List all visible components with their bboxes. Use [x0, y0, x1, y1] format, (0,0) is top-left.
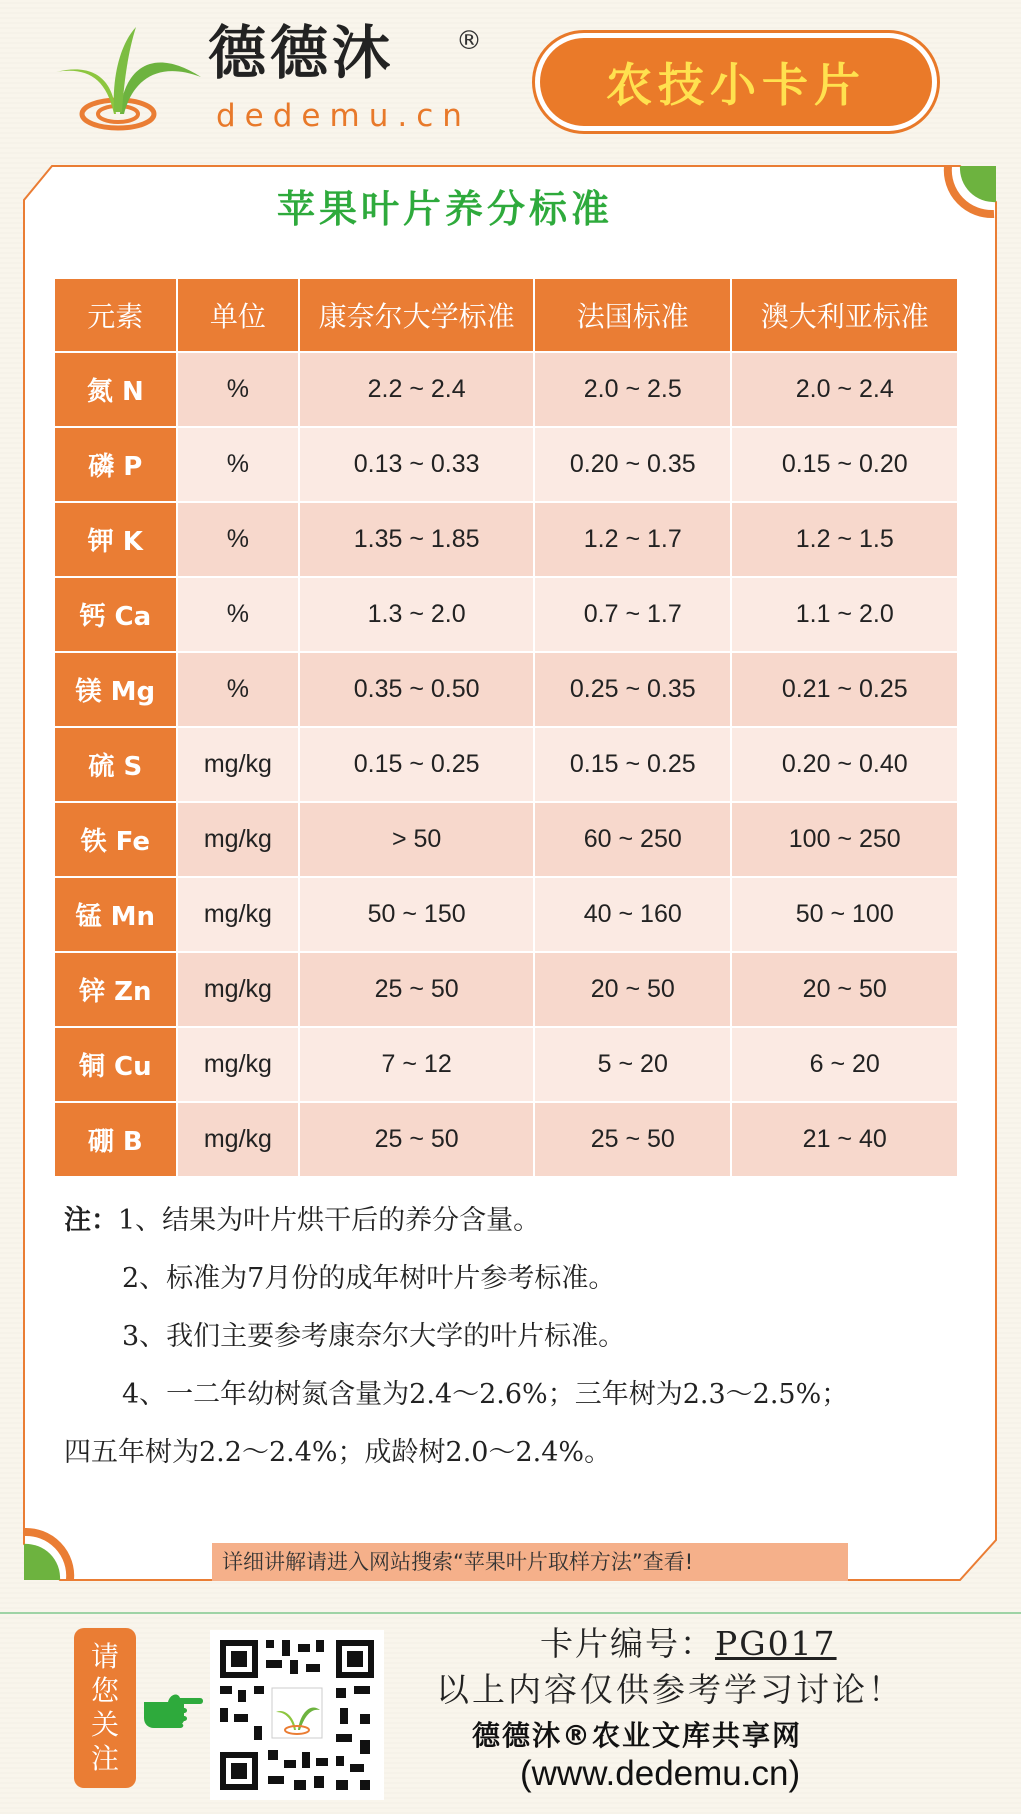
table-row — [54, 427, 958, 502]
disclaimer: 以上内容仅供参考学习讨论！ — [436, 1670, 904, 1709]
follow-char: 注 — [90, 1742, 119, 1775]
footer-url[interactable]: (www.dedemu.cn) — [520, 1754, 801, 1793]
table-row — [54, 1027, 958, 1102]
header-cornell: 康奈尔大学标准 — [299, 278, 534, 352]
follow-char: 您 — [90, 1674, 119, 1707]
cell-element: 铁 Fe — [54, 802, 177, 877]
badge-label: 农技小卡片 — [540, 38, 932, 126]
cell-element: 锌 Zn — [54, 952, 177, 1027]
cell-france: 60 ~ 250 — [534, 802, 731, 877]
header-australia: 澳大利亚标准 — [731, 278, 958, 352]
follow-us-label — [74, 1628, 136, 1788]
card-number-code: PG017 — [715, 1624, 837, 1663]
note-1-text: 1、结果为叶片烘干后的养分含量。 — [118, 1205, 541, 1236]
cell-france: 1.2 ~ 1.7 — [534, 502, 731, 577]
table-header-row — [54, 278, 958, 352]
cell-element: 镁 Mg — [54, 652, 177, 727]
cell-element: 钾 K — [54, 502, 177, 577]
cell-cornell: 0.15 ~ 0.25 — [299, 727, 534, 802]
note-3: 3、我们主要参考康奈尔大学的叶片标准。 — [122, 1321, 626, 1352]
cell-france: 0.15 ~ 0.25 — [534, 727, 731, 802]
cell-element: 铜 Cu — [54, 1027, 177, 1102]
follow-char: 请 — [90, 1640, 119, 1673]
cell-element: 硫 S — [54, 727, 177, 802]
cell-element: 氮 N — [54, 352, 177, 427]
table-row — [54, 577, 958, 652]
table-row — [54, 877, 958, 952]
cell-cornell: > 50 — [299, 802, 534, 877]
cell-unit: % — [177, 427, 300, 502]
footer-brand: 德德沐®农业文库共享网 — [472, 1719, 803, 1752]
card-title-text: 苹果叶片养分标准 — [276, 187, 613, 231]
cell-australia: 1.2 ~ 1.5 — [731, 502, 958, 577]
cell-australia: 50 ~ 100 — [731, 877, 958, 952]
footer-divider — [0, 1612, 1021, 1614]
cell-cornell: 25 ~ 50 — [299, 1102, 534, 1177]
header-element: 元素 — [54, 278, 177, 352]
cell-france: 5 ~ 20 — [534, 1027, 731, 1102]
cell-cornell: 50 ~ 150 — [299, 877, 534, 952]
cell-cornell: 1.3 ~ 2.0 — [299, 577, 534, 652]
cell-france: 2.0 ~ 2.5 — [534, 352, 731, 427]
cell-unit: mg/kg — [177, 877, 300, 952]
card-title — [0, 178, 960, 233]
follow-char: 关 — [90, 1708, 119, 1741]
table-row — [54, 952, 958, 1027]
brand-url: dedemu.cn — [216, 98, 471, 134]
cell-unit: % — [177, 652, 300, 727]
cell-france: 0.25 ~ 0.35 — [534, 652, 731, 727]
cell-unit: % — [177, 502, 300, 577]
cell-element: 硼 B — [54, 1102, 177, 1177]
brand-name: 德德沐 — [208, 19, 395, 87]
cell-element: 锰 Mn — [54, 877, 177, 952]
cell-cornell: 0.13 ~ 0.33 — [299, 427, 534, 502]
cell-france: 20 ~ 50 — [534, 952, 731, 1027]
note-2: 2、标准为7月份的成年树叶片参考标准。 — [122, 1263, 616, 1294]
cell-france: 40 ~ 160 — [534, 877, 731, 952]
cell-australia: 0.21 ~ 0.25 — [731, 652, 958, 727]
cell-unit: mg/kg — [177, 1102, 300, 1177]
cell-france: 0.20 ~ 0.35 — [534, 427, 731, 502]
nutrient-standards-table — [53, 277, 959, 1178]
cell-element: 磷 P — [54, 427, 177, 502]
registered-mark: ® — [456, 26, 482, 56]
cell-france: 25 ~ 50 — [534, 1102, 731, 1177]
qr-code-icon[interactable] — [210, 1630, 384, 1800]
table-row — [54, 727, 958, 802]
cell-australia: 20 ~ 50 — [731, 952, 958, 1027]
table-row — [54, 802, 958, 877]
note-4-line1: 4、一二年幼树氮含量为2.4～2.6%；三年树为2.3～2.5%； — [122, 1379, 849, 1410]
cell-australia: 6 ~ 20 — [731, 1027, 958, 1102]
card-number-label: 卡片编号： — [540, 1624, 715, 1663]
note-4-line2: 四五年树为2.2～2.4%；成龄树2.0～2.4%。 — [64, 1437, 612, 1468]
cell-cornell: 7 ~ 12 — [299, 1027, 534, 1102]
card-number — [540, 1618, 837, 1665]
cell-australia: 1.1 ~ 2.0 — [731, 577, 958, 652]
cell-cornell: 0.35 ~ 0.50 — [299, 652, 534, 727]
note-1 — [64, 1198, 540, 1237]
cell-australia: 0.15 ~ 0.20 — [731, 427, 958, 502]
table-row — [54, 352, 958, 427]
table-row — [54, 1102, 958, 1177]
header-unit: 单位 — [177, 278, 300, 352]
cell-france: 0.7 ~ 1.7 — [534, 577, 731, 652]
cell-unit: mg/kg — [177, 1027, 300, 1102]
table-row — [54, 502, 958, 577]
cell-australia: 21 ~ 40 — [731, 1102, 958, 1177]
cell-unit: % — [177, 577, 300, 652]
cell-cornell: 25 ~ 50 — [299, 952, 534, 1027]
cell-australia: 100 ~ 250 — [731, 802, 958, 877]
cell-element: 钙 Ca — [54, 577, 177, 652]
note-prefix: 注： — [64, 1205, 118, 1236]
cell-australia: 2.0 ~ 2.4 — [731, 352, 958, 427]
pointing-hand-icon — [140, 1688, 204, 1730]
header-france: 法国标准 — [534, 278, 731, 352]
cell-unit: mg/kg — [177, 952, 300, 1027]
cell-unit: mg/kg — [177, 802, 300, 877]
cell-cornell: 2.2 ~ 2.4 — [299, 352, 534, 427]
cell-unit: % — [177, 352, 300, 427]
table-row — [54, 652, 958, 727]
cell-unit: mg/kg — [177, 727, 300, 802]
cell-australia: 0.20 ~ 0.40 — [731, 727, 958, 802]
website-hint: 详细讲解请进入网站搜索“苹果叶片取样方法”查看! — [212, 1543, 848, 1581]
cell-cornell: 1.35 ~ 1.85 — [299, 502, 534, 577]
